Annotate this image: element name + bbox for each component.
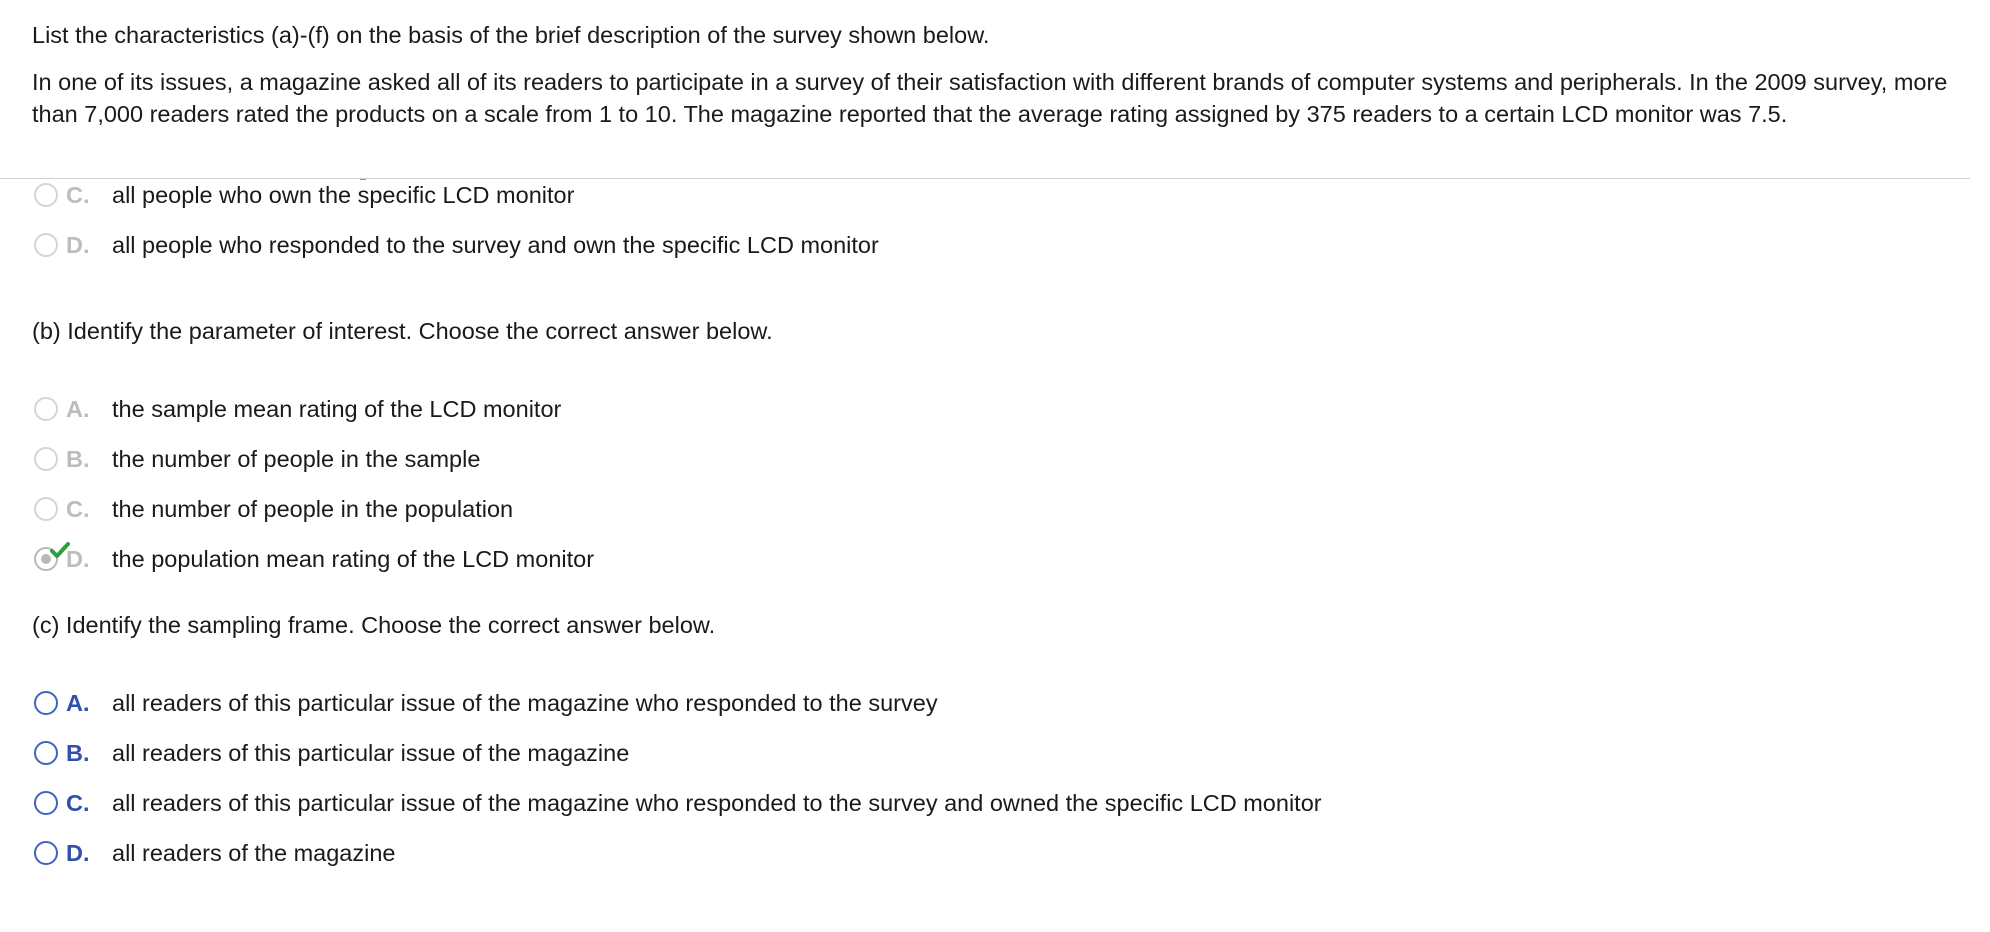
option-text[interactable]: all readers of this particular issue of the magazine who responded to the survey [112,689,938,716]
radio-button-selected [34,547,58,571]
option-letter: B. [66,445,90,472]
option-letter[interactable]: D. [66,839,90,866]
problem-intro: List the characteristics (a)-(f) on the basis of the brief description of the survey shown below. [32,22,990,48]
option-letter[interactable]: A. [66,689,90,716]
part-a-option-c [34,179,574,211]
option-letter: D. [66,231,90,258]
radio-button [34,183,58,207]
part-a-option-d [34,229,879,261]
option-text: the population mean rating of the LCD monitor [112,545,595,572]
option-letter: A. [66,395,90,422]
part-b-option-c [34,493,513,525]
option-text: the sample mean rating of the LCD monitor [112,395,562,422]
survey-description: In one of its issues, a magazine asked all of its readers to participate in a survey of their satisfaction with different brands of computer systems and peripherals. In the 2009 survey, more than 7,000 readers rated the products on a scale from 1 to 10. The magazine reported that the average rating assigned by 375 readers to a certain LCD monitor was 7.5. [32,69,1948,127]
option-text: the number of people in the population [112,495,514,522]
radio-button[interactable] [34,691,58,715]
question-c: (c) Identify the sampling frame. Choose the correct answer below. [32,612,716,638]
radio-button [34,497,58,521]
part-c-option-a[interactable] [34,687,938,719]
radio-button [34,397,58,421]
part-c-option-d[interactable] [34,837,395,869]
part-c-option-b[interactable] [34,737,629,769]
problem-header [0,0,1970,179]
radio-button[interactable] [34,741,58,765]
radio-button [34,447,58,471]
radio-button[interactable] [34,841,58,865]
option-text: the number of people in the sample [112,445,481,472]
question-b: (b) Identify the parameter of interest. Choose the correct answer below. [32,318,773,344]
option-letter: C. [66,181,90,208]
part-c-option-c[interactable] [34,787,1322,819]
correct-check-icon [50,541,70,561]
option-text: all people who own the specific LCD monitor [112,181,575,208]
option-letter: C. [66,495,90,522]
radio-button [34,233,58,257]
part-b-option-d [34,543,594,575]
radio-button[interactable] [34,791,58,815]
option-letter[interactable]: B. [66,739,90,766]
option-text[interactable]: all readers of this particular issue of the magazine [112,739,630,766]
option-letter[interactable]: C. [66,789,90,816]
option-text[interactable]: all readers of the magazine [112,839,396,866]
question-scroll-area[interactable] [0,179,1990,932]
part-b-option-a [34,393,561,425]
option-letter: D. [66,545,90,572]
option-text: all people who responded to the survey and own the specific LCD monitor [112,231,879,258]
part-b-option-b [34,443,480,475]
option-text[interactable]: all readers of this particular issue of the magazine who responded to the survey and owned the specific LCD monitor [112,789,1322,816]
